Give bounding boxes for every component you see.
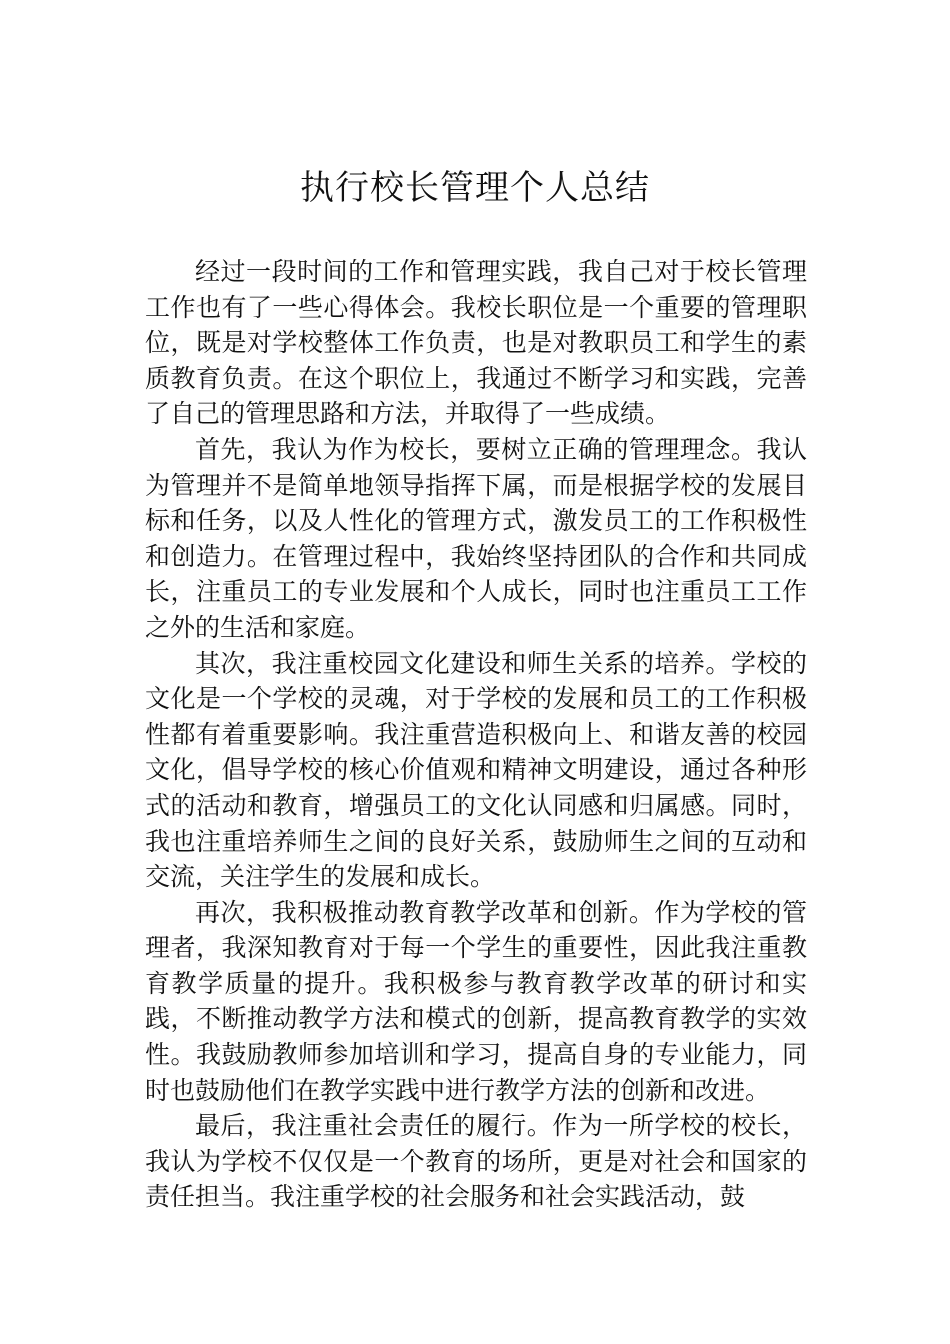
document-body	[145, 254, 807, 1215]
paragraph-third: 再次，我积极推动教育教学改革和创新。作为学校的管理者，我深知教育对于每一个学生的重要性，因此我注重教育教学质量的提升。我积极参与教育教学改革的研讨和实践，不断推动教学方法和模式的创新，提高教育教学的实效性。我鼓励教师参加培训和学习，提高自身的专业能力，同时也鼓励他们在教学实践中进行教学方法的创新和改进。	[145, 897, 807, 1105]
paragraph-last: 最后，我注重社会责任的履行。作为一所学校的校长，我认为学校不仅仅是一个教育的场所，更是对社会和国家的责任担当。我注重学校的社会服务和社会实践活动，鼓	[145, 1111, 807, 1212]
document-title: 执行校长管理个人总结	[300, 168, 650, 208]
paragraph-second: 其次，我注重校园文化建设和师生关系的培养。学校的文化是一个学校的灵魂，对于学校的发展和员工的工作积极性都有着重要影响。我注重营造积极向上、和谐友善的校园文化，倡导学校的核心价值观和精神文明建设，通过各种形式的活动和教育，增强员工的文化认同感和归属感。同时，我也注重培养师生之间的良好关系，鼓励师生之间的互动和交流，关注学生的发展和成长。	[145, 648, 807, 892]
paragraph-first: 首先，我认为作为校长，要树立正确的管理理念。我认为管理并不是简单地领导指挥下属，而是根据学校的发展目标和任务，以及人性化的管理方式，激发员工的工作积极性和创造力。在管理过程中，我始终坚持团队的合作和共同成长，注重员工的专业发展和个人成长，同时也注重员工工作之外的生活和家庭。	[145, 434, 807, 642]
paragraph-intro: 经过一段时间的工作和管理实践，我自己对于校长管理工作也有了一些心得体会。我校长职位是一个重要的管理职位，既是对学校整体工作负责，也是对教职员工和学生的素质教育负责。在这个职位上，我通过不断学习和实践，完善了自己的管理思路和方法，并取得了一些成绩。	[145, 257, 807, 429]
